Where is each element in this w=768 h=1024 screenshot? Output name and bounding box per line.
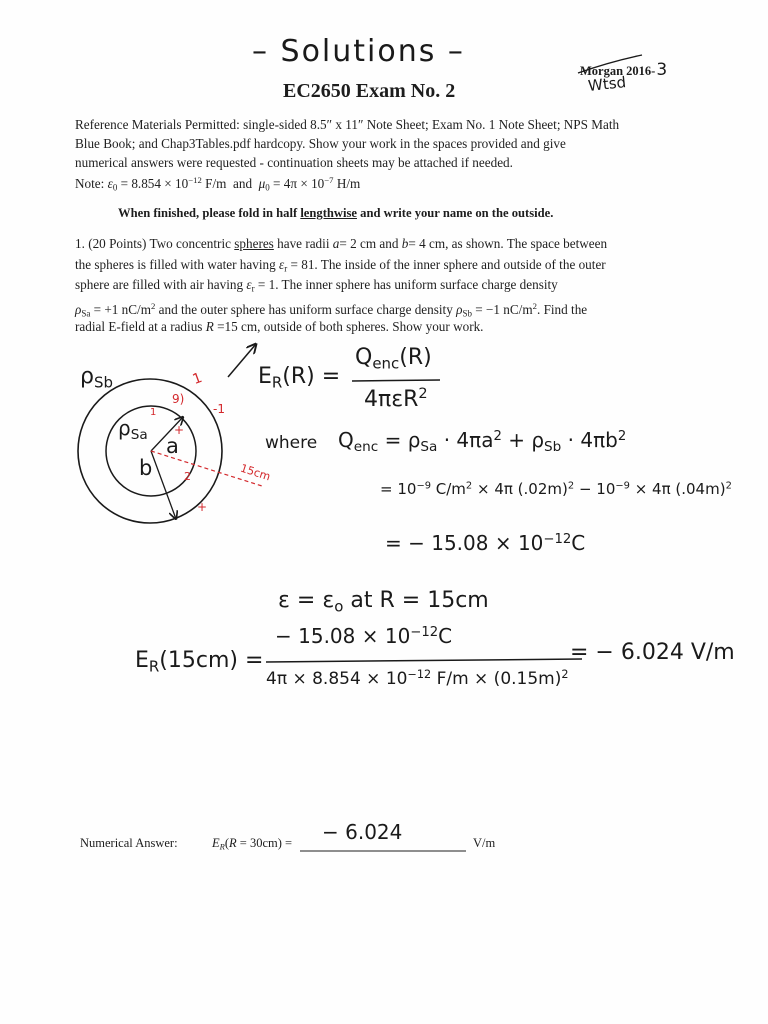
e-subscript: R [219, 841, 225, 852]
numerical-answer-unit: V/m [473, 836, 496, 850]
problem-text: 1. (20 Points) Two concentric [75, 236, 231, 251]
problem-line-4 [75, 298, 587, 321]
problem-line-5 [75, 319, 483, 335]
problem-text: = +1 nC/m [93, 301, 151, 317]
numerical-answer-value: − 6.024 [322, 820, 403, 844]
formula-unit: C [438, 624, 453, 648]
e-argument: (15cm) = [159, 648, 264, 673]
handwritten-initials: Wtsd [587, 73, 627, 95]
red-radius-label: 15cm [238, 461, 273, 484]
formula-exponent: −9 [416, 480, 431, 492]
problem-text: =15 cm, outside of both spheres. Show your work. [217, 319, 484, 334]
e-symbol: E [135, 648, 149, 673]
problem-text: the spheres is filled with water having [75, 257, 276, 272]
fold-notice-text: When finished, please fold in half [118, 206, 298, 220]
problem-exponent: 2 [150, 301, 156, 311]
problem-text: = 81. The inside of the inner sphere and outside of the outer [290, 257, 606, 272]
formula-term: = − 15.08 × 10 [385, 531, 544, 555]
equals: = [296, 588, 316, 613]
epsilon-exponent: −12 [188, 175, 202, 185]
fold-notice [118, 206, 553, 221]
field-formula-numerator [355, 345, 432, 372]
expression-text: ( [224, 836, 230, 850]
problem-underlined-word: spheres [234, 236, 274, 251]
condition-text: at R = 15cm [350, 588, 489, 613]
radius-r-symbol: R [229, 836, 237, 850]
instructions-line-1: Reference Materials Permitted: single-sided 8.5″ x 11″ Note Sheet; Exam No. 1 Note Sheet; NPS Math [75, 117, 620, 132]
formula-term: = 10 [380, 480, 417, 498]
e-symbol: E [212, 836, 220, 850]
instructions-line-2: Blue Book; and Chap3Tables.pdf hardcopy. Show your work in the spaces provided and give [75, 136, 566, 151]
enclosed-charge-substitution [380, 480, 732, 498]
radius-b-symbol: b [401, 236, 409, 251]
outer-charge-label [80, 364, 113, 391]
mu-exponent: −7 [324, 175, 334, 185]
problem-text: = 4 cm, as shown. The space between [408, 236, 608, 251]
formula-exponent: 2 [725, 480, 732, 492]
rho-subscript: Sb [93, 373, 113, 392]
charge-density-symbol: ρ [75, 301, 82, 317]
rho-symbol: ρ [118, 416, 131, 440]
rho-subscript: Sa [420, 439, 438, 456]
formula-exponent: 2 [567, 480, 575, 492]
field-formula-lhs [258, 364, 340, 391]
exam-title: EC2650 Exam No. 2 [283, 80, 456, 102]
formula-exponent: 2 [617, 428, 627, 444]
formula-term: C/m [435, 480, 466, 498]
formula-exponent: 2 [561, 668, 569, 681]
permittivity-condition [278, 588, 489, 615]
problem-text: sphere are filled with air having [75, 277, 244, 292]
q-subscript: enc [353, 439, 379, 456]
problem-line-3 [75, 277, 558, 297]
problem-text: = 2 cm and [339, 236, 399, 251]
problem-text: = −1 nC/m [475, 301, 533, 317]
e-subscript: R [148, 657, 160, 676]
author-handwritten-digit: 3 [656, 60, 668, 80]
fraction-bar-eq1 [352, 380, 440, 381]
formula-unit: C [571, 531, 586, 555]
formula-exponent: 2 [465, 480, 473, 492]
q-symbol: Q [338, 428, 354, 452]
denominator-text: 4πεR [364, 386, 419, 412]
expression-text: = 30cm) = [239, 836, 293, 850]
field-formula-denominator [364, 386, 428, 412]
problem-text: and the outer sphere has uniform surface charge density [158, 301, 453, 317]
equals: = [384, 428, 402, 452]
e-symbol: E [258, 364, 272, 389]
result-unit: V/m [690, 640, 735, 665]
e-argument: (R) = [282, 364, 341, 389]
formula-term: − 10 [578, 480, 616, 498]
final-field-lhs [135, 648, 263, 675]
direction-arrow [228, 344, 256, 377]
rho-symbol: ρ [80, 364, 94, 389]
rho-symbol: ρ [407, 428, 421, 452]
numerical-answer-label: Numerical Answer: [80, 836, 178, 850]
q-argument: (R) [399, 345, 432, 370]
instructions-line-3: numerical answers were requested - continuation sheets may be attached if needed. [75, 155, 513, 170]
problem-text: = 1. The inner sphere has uniform surface charge density [257, 277, 558, 292]
red-mark: 9) [172, 392, 185, 406]
formula-exponent: −12 [407, 668, 432, 681]
rho-symbol: ρ [531, 428, 545, 452]
formula-exponent: −12 [410, 624, 439, 640]
charge-density-symbol: ρ [456, 301, 463, 317]
final-field-numerator [275, 624, 452, 648]
fold-notice-underlined: lengthwise [300, 206, 357, 220]
problem-text: have radii [277, 236, 330, 251]
formula-term: − 15.08 × 10 [275, 624, 411, 648]
enclosed-charge-result [385, 531, 585, 555]
problem-text: . Find the [536, 301, 588, 317]
formula-term: × 4π (.02m) [477, 480, 568, 498]
radius-a-label: a [166, 434, 179, 458]
formula-term: · 4πb [567, 428, 618, 452]
problem-line-2 [75, 257, 606, 277]
note-label: Note: [75, 175, 105, 191]
charge-density-subscript: Sa [81, 308, 91, 319]
note-and: and [233, 175, 253, 191]
red-mark: + [174, 423, 185, 437]
formula-term: · 4πa [443, 428, 494, 452]
where-label: where [265, 433, 318, 453]
red-mark: 1 [190, 369, 205, 389]
problem-exponent: 2 [532, 301, 537, 311]
solutions-heading: – Solutions – [252, 34, 465, 69]
formula-exponent: −9 [615, 480, 630, 492]
plus: + [508, 428, 525, 452]
epsilon-subscript: 0 [112, 182, 118, 193]
epsilon-symbol: ε [322, 588, 335, 613]
epsilon-symbol: ε [278, 588, 290, 613]
permittivity-subscript: r [284, 263, 288, 274]
epsilon-subscript: o [334, 597, 344, 616]
permittivity-symbol: ε [246, 277, 252, 292]
rho-subscript: Sb [544, 439, 562, 456]
mu-unit: H/m [336, 175, 361, 191]
q-subscript: enc [372, 354, 400, 373]
enclosed-charge-formula [338, 428, 626, 455]
radius-a-symbol: a [332, 236, 340, 251]
constants-note [75, 172, 360, 195]
epsilon-symbol: ε [107, 175, 113, 191]
problem-line-1 [75, 236, 607, 252]
red-mark: 2 [184, 470, 191, 483]
radius-b-label: b [139, 456, 153, 480]
final-field-result [570, 640, 735, 665]
inner-charge-label [118, 416, 148, 443]
fold-notice-text: and write your name on the outside. [360, 206, 554, 220]
epsilon-unit: F/m [205, 175, 227, 191]
epsilon-value: = 8.854 × 10 [120, 175, 189, 191]
red-mark: -1 [213, 402, 225, 416]
final-field-denominator [266, 668, 569, 689]
result-value: = − 6.024 [570, 640, 684, 665]
charge-density-subscript: Sb [462, 308, 472, 319]
rho-subscript: Sa [130, 427, 148, 444]
e-subscript: R [271, 373, 283, 392]
permittivity-subscript: r [251, 283, 255, 294]
fraction-bar-eq6 [266, 659, 582, 662]
numerical-answer-expression [212, 836, 292, 852]
mu-subscript: 0 [265, 182, 270, 193]
radius-b-arrow [151, 451, 176, 519]
radius-r-symbol: R [205, 319, 214, 334]
permittivity-symbol: ε [279, 257, 285, 272]
formula-term: × 4π (.04m) [634, 480, 726, 498]
mu-value: = 4π × 10 [273, 175, 325, 191]
formula-exponent: −12 [543, 531, 572, 547]
red-mark: + [197, 500, 208, 514]
author-name: Morgan 2016- [580, 64, 656, 78]
red-mark: 1 [150, 407, 157, 418]
problem-text: radial E-field at a radius [75, 319, 203, 334]
formula-term: 4π × 8.854 × 10 [266, 669, 408, 690]
mu-symbol: μ [258, 175, 266, 191]
denominator-exponent: 2 [418, 386, 428, 402]
formula-exponent: 2 [493, 428, 502, 444]
formula-term: F/m × (0.15m) [436, 669, 562, 690]
q-symbol: Q [355, 345, 373, 370]
